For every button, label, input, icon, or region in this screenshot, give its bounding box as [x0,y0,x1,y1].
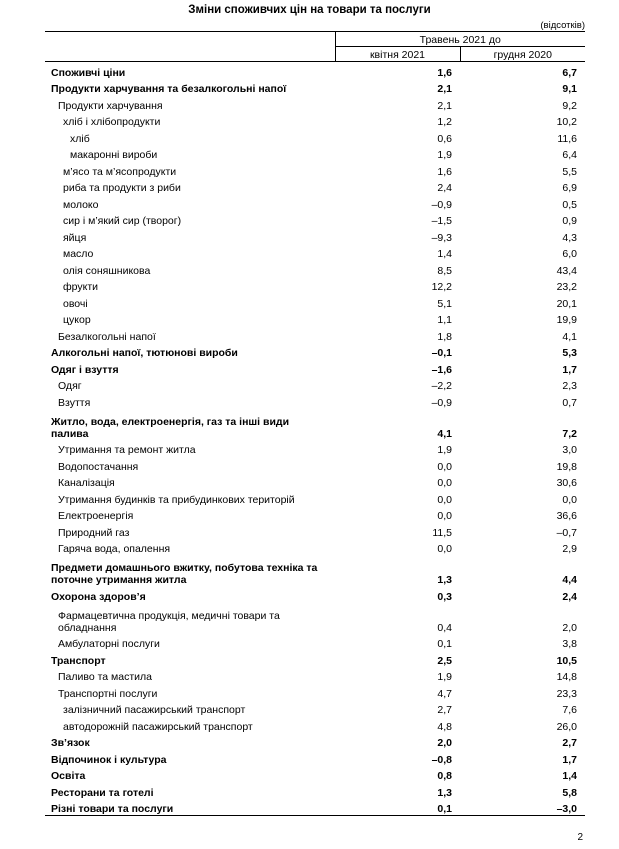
value-vs-december: 43,4 [556,264,578,277]
value-vs-december: 1,4 [562,770,578,782]
price-change-table [45,31,585,816]
row-label: Споживчі ціни [51,66,126,79]
row-label: автодорожній пасажирський транспорт [63,720,253,733]
value-vs-december: 10,5 [556,654,578,667]
value-vs-december: 2,0 [562,621,578,634]
value-vs-april: 1,1 [437,314,452,326]
row-label: м’ясо та м’ясопродукти [63,165,177,178]
value-vs-december: 10,2 [556,116,578,128]
value-vs-december: 3,0 [562,444,578,456]
value-vs-april: 0,6 [437,132,452,145]
value-vs-april: –1,6 [431,363,452,376]
table-row [45,409,585,440]
row-label: сир і м’який сир (творог) [63,215,182,227]
value-vs-december: 2,7 [562,737,578,749]
row-label: яйця [63,231,87,244]
value-vs-december: 2,9 [562,543,578,555]
value-vs-april: 0,0 [437,543,452,555]
row-label: Амбулаторні послуги [58,638,160,650]
value-vs-december: 0,0 [562,493,578,506]
value-vs-april: 0,8 [437,770,452,782]
value-vs-december: 7,6 [562,704,578,716]
value-vs-april: –0,9 [431,396,452,409]
table-row [45,700,585,717]
table-row [45,539,585,556]
row-label: хліб і хлібопродукти [63,116,161,128]
table-row [45,211,585,228]
table-row [45,145,585,162]
table-row [45,161,585,178]
value-vs-april: 4,7 [437,687,452,700]
row-label: Утримання будинків та прибудинкових територій [58,493,295,506]
value-vs-april: 11,5 [432,526,452,539]
table-row [45,293,585,310]
value-vs-december: 23,2 [556,281,578,293]
value-vs-april: 0,0 [437,477,452,489]
value-vs-december: 19,9 [556,314,578,326]
row-label: макаронні вироби [70,149,158,161]
row-label: Безалкогольні напої [58,330,156,343]
table-row [45,392,585,409]
value-vs-december: 14,8 [556,671,578,683]
value-vs-december: 3,8 [562,638,578,650]
value-vs-december: 4,4 [562,574,578,586]
value-vs-april: 0,3 [437,590,452,603]
value-vs-april: 0,1 [335,799,460,816]
value-vs-april: 2,1 [437,99,452,112]
column-header: грудня 2020 [460,47,585,62]
table-row [45,506,585,523]
table-row [45,310,585,327]
table-row [45,766,585,783]
value-vs-april: 2,7 [437,704,452,716]
table-row [45,603,585,634]
value-vs-april: 2,5 [437,654,452,667]
row-label: Різні товари та послуги [45,799,335,816]
row-label: овочі [63,297,88,310]
table-row [45,799,585,816]
value-vs-april: –0,9 [431,198,452,211]
row-label: Алкогольні напої, тютюнові вироби [51,347,238,359]
value-vs-december: 0,5 [562,198,578,211]
value-vs-april: 4,1 [437,427,452,440]
value-vs-april: 1,9 [437,444,452,456]
value-vs-april: 2,4 [437,182,452,194]
value-vs-december: 7,2 [562,427,578,440]
value-vs-december: 0,7 [562,396,578,409]
table-row [45,634,585,651]
row-label: фрукти [63,281,98,293]
table-row [45,244,585,261]
value-vs-april: 1,6 [437,165,452,178]
value-vs-december: 23,3 [556,687,578,700]
value-vs-december: 5,3 [562,347,578,359]
value-vs-april: 0,4 [437,621,452,634]
value-vs-december: 1,7 [562,363,578,376]
row-label: Продукти харчування [58,99,163,112]
column-header: квітня 2021 [335,47,460,62]
row-label: Ресторани та готелі [51,786,154,799]
value-vs-december: 2,4 [562,590,578,603]
value-vs-december: 20,1 [556,297,578,310]
table-row [45,456,585,473]
value-vs-april: 4,8 [437,720,452,733]
table-row [45,178,585,195]
header-blank-cell [45,47,335,62]
row-label: Паливо та мастила [58,671,152,683]
row-label: Продукти харчування та безалкогольні напої [51,83,287,95]
row-label: Зв’язок [51,737,90,749]
value-vs-december: 0,9 [562,215,578,227]
row-label: цукор [63,314,91,326]
row-label: Транспортні послуги [58,687,158,700]
table-row [45,440,585,457]
value-vs-april: –9,3 [431,231,452,244]
value-vs-december: –3,0 [460,799,585,816]
value-vs-april: 0,0 [437,510,452,522]
table-row [45,716,585,733]
value-vs-december: 5,5 [562,165,578,178]
table-row [45,473,585,490]
table-row [45,260,585,277]
value-vs-december: –0,7 [556,526,578,539]
value-vs-december: 6,7 [562,66,578,79]
page-number: 2 [577,832,583,843]
row-label: Охорона здоров’я [51,590,146,603]
value-vs-april: 8,5 [437,264,452,277]
value-vs-december: 6,0 [562,248,578,260]
value-vs-april: 12,2 [431,281,452,293]
table-row [45,227,585,244]
value-vs-april: –2,2 [431,380,452,392]
row-label: Житло, вода, електроенергія, газ та інші види палива [51,415,290,440]
row-label: Утримання та ремонт житла [58,444,196,456]
table-row [45,62,585,79]
table-row [45,683,585,700]
row-label: Каналізація [58,477,115,489]
value-vs-april: 1,8 [437,330,452,343]
value-vs-april: 1,9 [437,149,452,161]
row-label: риба та продукти з риби [63,182,181,194]
row-label: хліб [70,132,90,145]
value-vs-december: 11,6 [557,132,578,145]
table-row [45,555,585,586]
table-row [45,650,585,667]
row-label: залізничний пасажирський транспорт [63,704,246,716]
value-vs-april: 0,0 [437,493,452,506]
row-label: Одяг [58,380,82,392]
value-vs-april: 1,4 [437,248,452,260]
table-row [45,79,585,96]
value-vs-april: 1,2 [437,116,452,128]
row-label: Фармацевтична продукція, медичні товари та обладнання [58,609,280,634]
value-vs-december: 4,1 [562,330,578,343]
table-row [45,586,585,603]
value-vs-december: 9,1 [562,83,578,95]
table-row [45,95,585,112]
row-label: масло [63,248,94,260]
row-label: Освіта [51,770,86,782]
table-row [45,782,585,799]
value-vs-december: 9,2 [562,99,578,112]
value-vs-april: 0,1 [437,638,452,650]
value-vs-april: 1,6 [437,66,452,79]
table-row [45,128,585,145]
value-vs-december: 6,9 [562,182,578,194]
row-label: Природний газ [58,526,130,539]
value-vs-december: 6,4 [562,149,578,161]
table-row [45,667,585,684]
table-row [45,277,585,294]
header-blank-cell [45,32,335,47]
row-label: Гаряча вода, опалення [58,543,171,555]
value-vs-april: –0,1 [431,347,452,359]
row-label: олія соняшникова [63,264,151,277]
value-vs-december: 4,3 [562,231,578,244]
row-label: Одяг і взуття [51,363,119,376]
value-vs-april: 5,1 [437,297,452,310]
value-vs-december: 30,6 [556,477,578,489]
document-title: Зміни споживчих цін на товари та послуги [188,4,431,16]
value-vs-december: 36,6 [556,510,578,522]
table-row [45,112,585,129]
table-row [45,194,585,211]
table-row [45,359,585,376]
row-label: Водопостачання [58,460,139,473]
value-vs-december: 1,7 [562,753,578,766]
table-row [45,326,585,343]
value-vs-april: 1,3 [437,786,452,799]
table-row [45,489,585,506]
value-vs-december: 26,0 [556,720,578,733]
value-vs-april: 0,0 [437,460,452,473]
value-vs-december: 5,8 [562,786,578,799]
table-row [45,733,585,750]
value-vs-april: 1,3 [437,574,452,586]
table-row [45,376,585,393]
row-label: Електроенергія [58,510,134,522]
value-vs-april: 1,9 [437,671,452,683]
row-label: Предмети домашнього вжитку, побутова техніка та поточне утримання житла [51,562,318,586]
value-vs-april: –1,5 [431,215,452,227]
value-vs-april: 2,1 [437,83,452,95]
value-vs-april: –0,8 [431,753,452,766]
value-vs-december: 2,3 [562,380,578,392]
table-row [45,343,585,360]
unit-note: (відсотків) [540,20,585,31]
value-vs-december: 19,8 [556,460,578,473]
row-label: Транспорт [51,654,106,667]
header-group-label: Травень 2021 до [335,32,585,47]
row-label: Відпочинок і культура [51,753,167,766]
value-vs-april: 2,0 [437,737,452,749]
row-label: Взуття [58,396,91,409]
table-row [45,522,585,539]
table-row [45,749,585,766]
row-label: молоко [63,198,99,211]
